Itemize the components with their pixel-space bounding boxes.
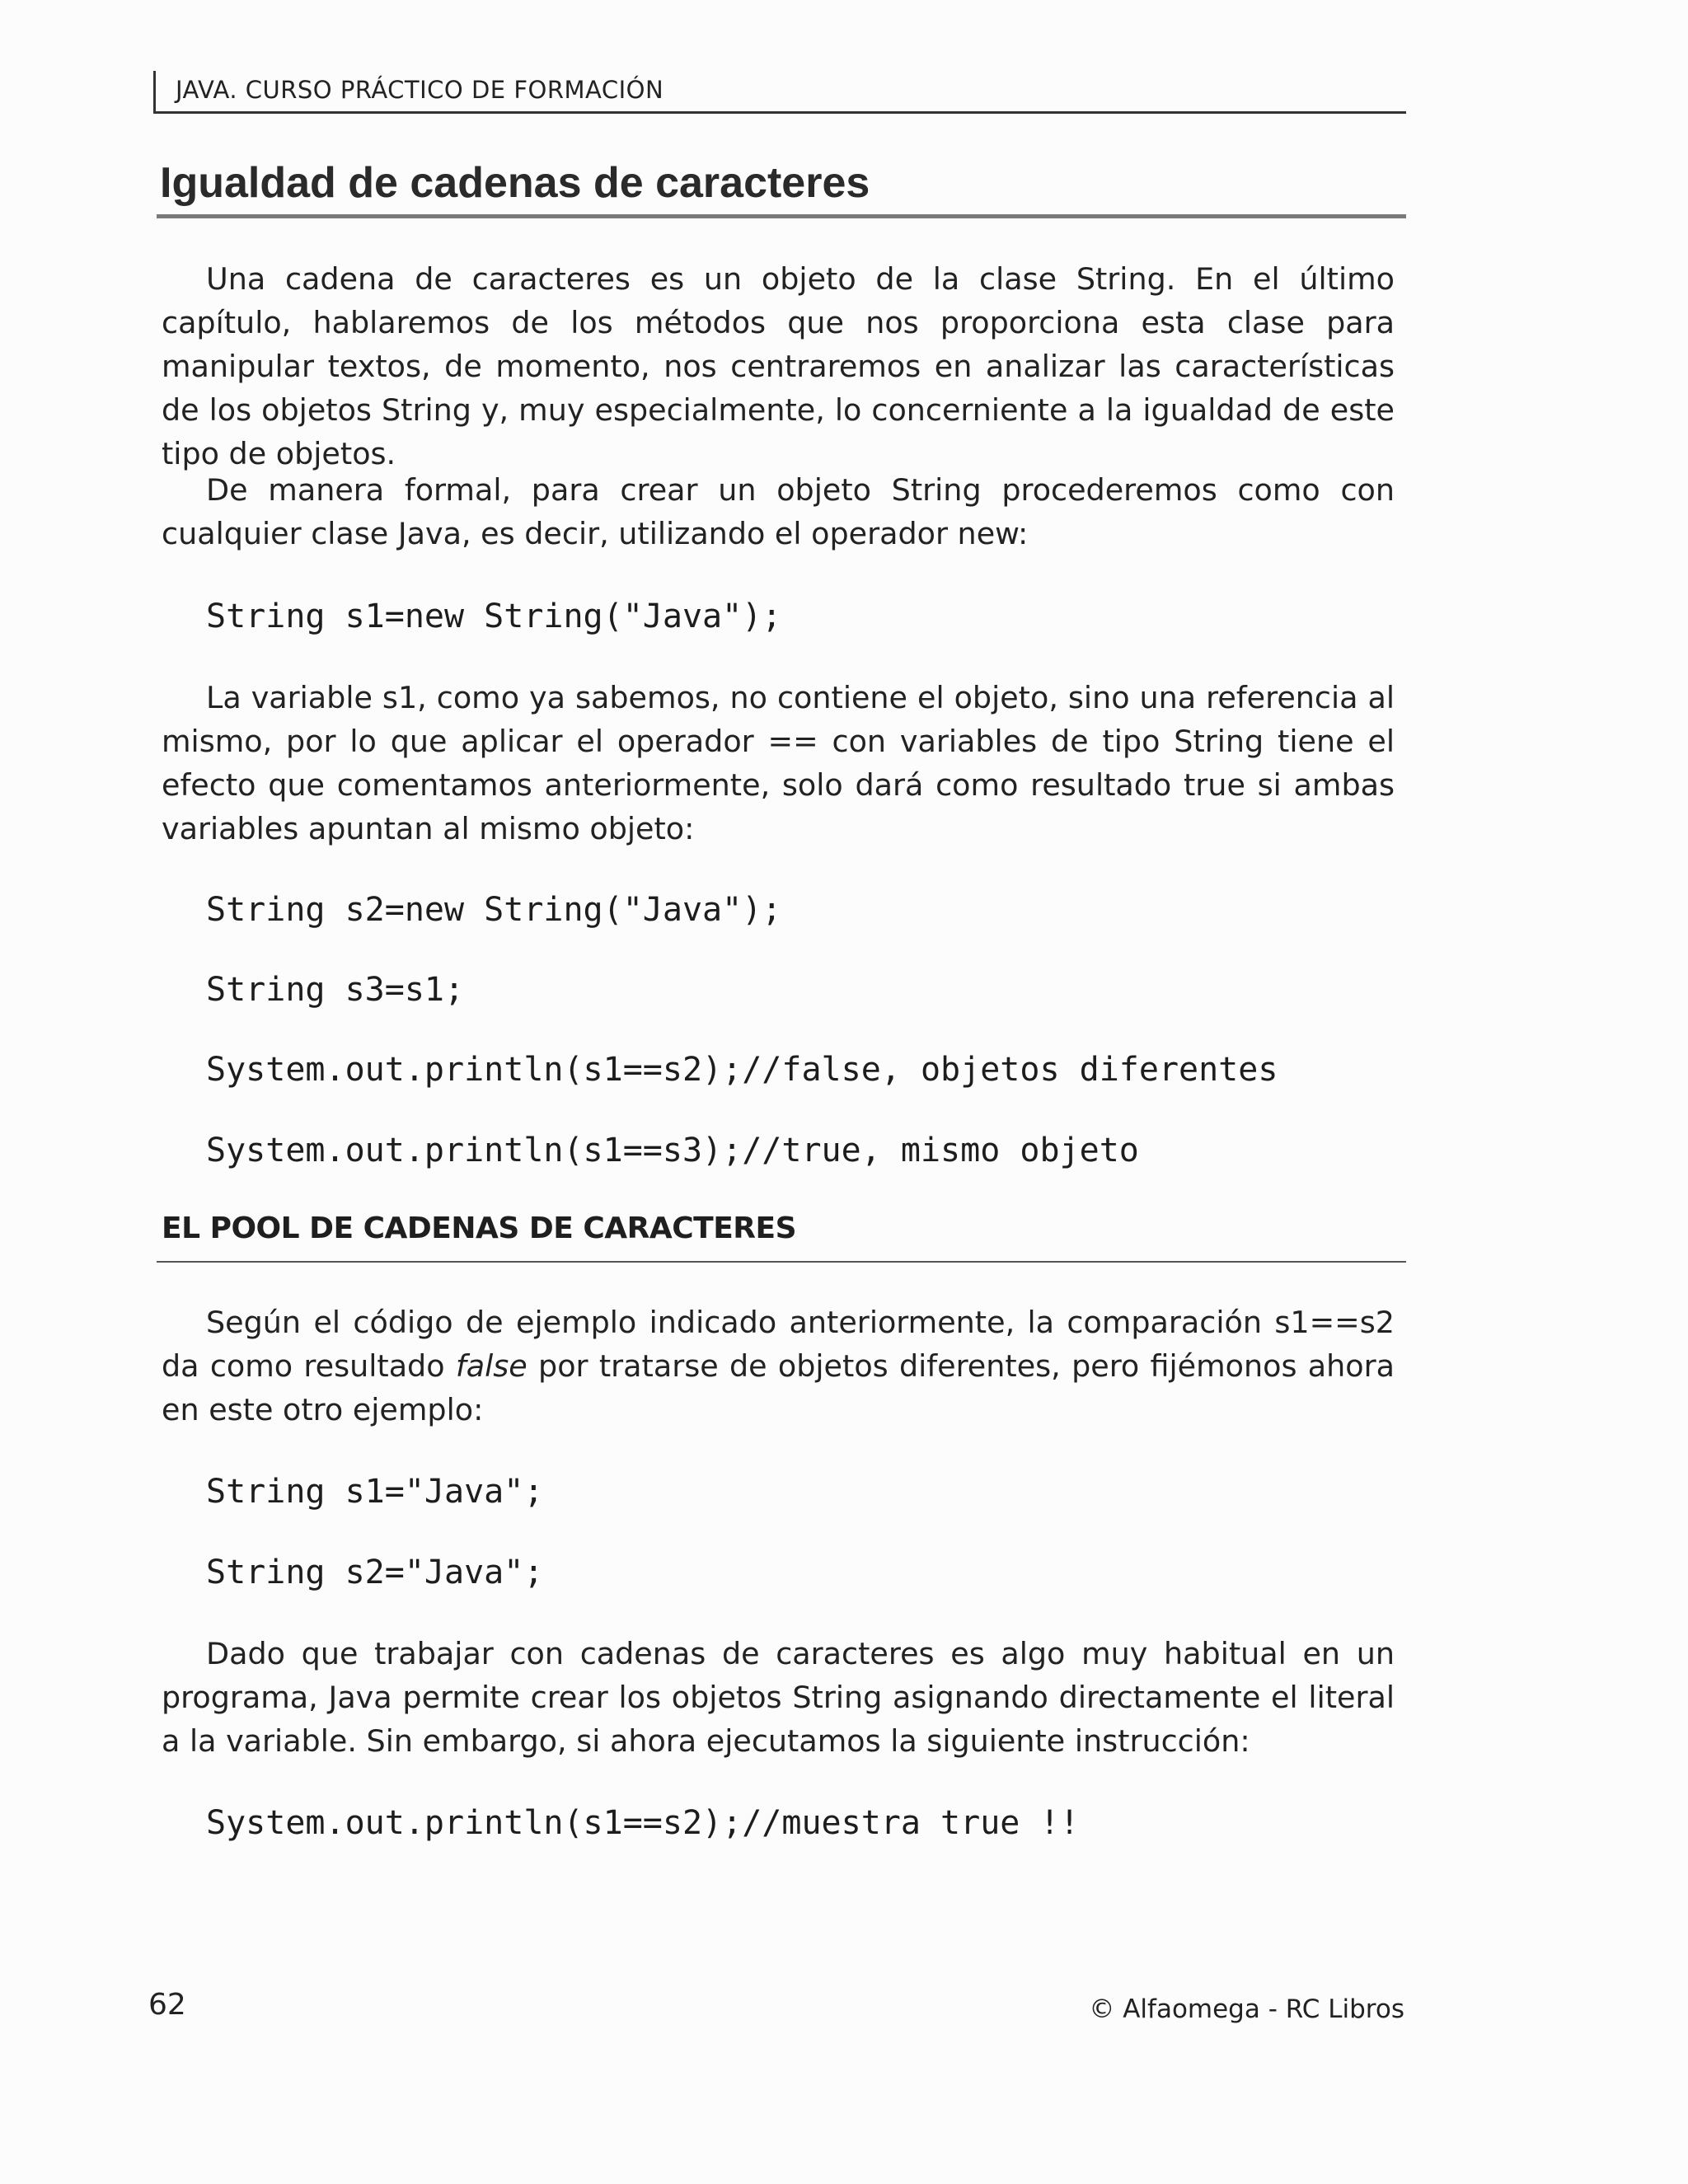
- code-line: System.out.println(s1==s2);//false, objetos diferentes: [206, 1051, 1278, 1089]
- code-line: System.out.println(s1==s3);//true, mismo objeto: [206, 1132, 1139, 1169]
- paragraph-formal-creation: De manera formal, para crear un objeto String procederemos como con cualquier clase Java, es decir, utilizando el operador new:: [162, 472, 1395, 551]
- paragraph-literal-assignment: Dado que trabajar con cadenas de caracteres es algo muy habitual en un programa, Java permite crear los objetos String asignando directamente el literal a la variable. Sin embargo, si ahora ejecutamos la siguiente instrucción:: [162, 1636, 1395, 1759]
- page-number: 62: [148, 1988, 186, 2022]
- running-header: [153, 71, 1406, 114]
- paragraph-text: Según el código de ejemplo indicado anteriormente, la comparación s1==s2 da como resultado: [162, 1305, 1395, 1384]
- copyright-notice: © Alfaomega - RC Libros: [1089, 1994, 1404, 2024]
- paragraph-text: por tratarse de objetos diferentes, pero fijémonos ahora en este otro ejemplo:: [162, 1348, 1395, 1427]
- subheading-rule: [157, 1261, 1406, 1263]
- section-title-rule: [157, 214, 1406, 218]
- paragraph-reference: La variable s1, como ya sabemos, no contiene el objeto, sino una referencia al mismo, por lo que aplicar el operador == con variables de tipo String tiene el efecto que comentamos anteriormente, solo dará como resultado true si ambas variables apuntan al mismo objeto:: [162, 680, 1395, 846]
- code-line: String s1="Java";: [206, 1473, 544, 1511]
- paragraph-intro: Una cadena de caracteres es un objeto de la clase String. En el último capítulo, hablaremos de los métodos que nos proporciona esta clase para manipular textos, de momento, nos centraremos en analizar las características de los objetos String y, muy especialmente, lo concerniente a la igualdad de este tipo de objetos.: [162, 261, 1395, 471]
- subheading-string-pool: EL POOL DE CADENAS DE CARACTERES: [162, 1212, 797, 1245]
- emphasis-false: false: [455, 1348, 528, 1384]
- code-line: String s2=new String("Java");: [206, 891, 782, 929]
- paragraph-pool-example: [162, 1301, 1395, 1432]
- section-title: Igualdad de cadenas de caracteres: [160, 159, 870, 207]
- code-line: String s1=new String("Java");: [206, 598, 782, 635]
- code-line: String s3=s1;: [206, 971, 465, 1009]
- running-header-title: JAVA. CURSO PRÁCTICO DE FORMACIÓN: [176, 76, 664, 104]
- code-line: String s2="Java";: [206, 1554, 544, 1591]
- code-line: System.out.println(s1==s2);//muestra true !!: [206, 1804, 1080, 1842]
